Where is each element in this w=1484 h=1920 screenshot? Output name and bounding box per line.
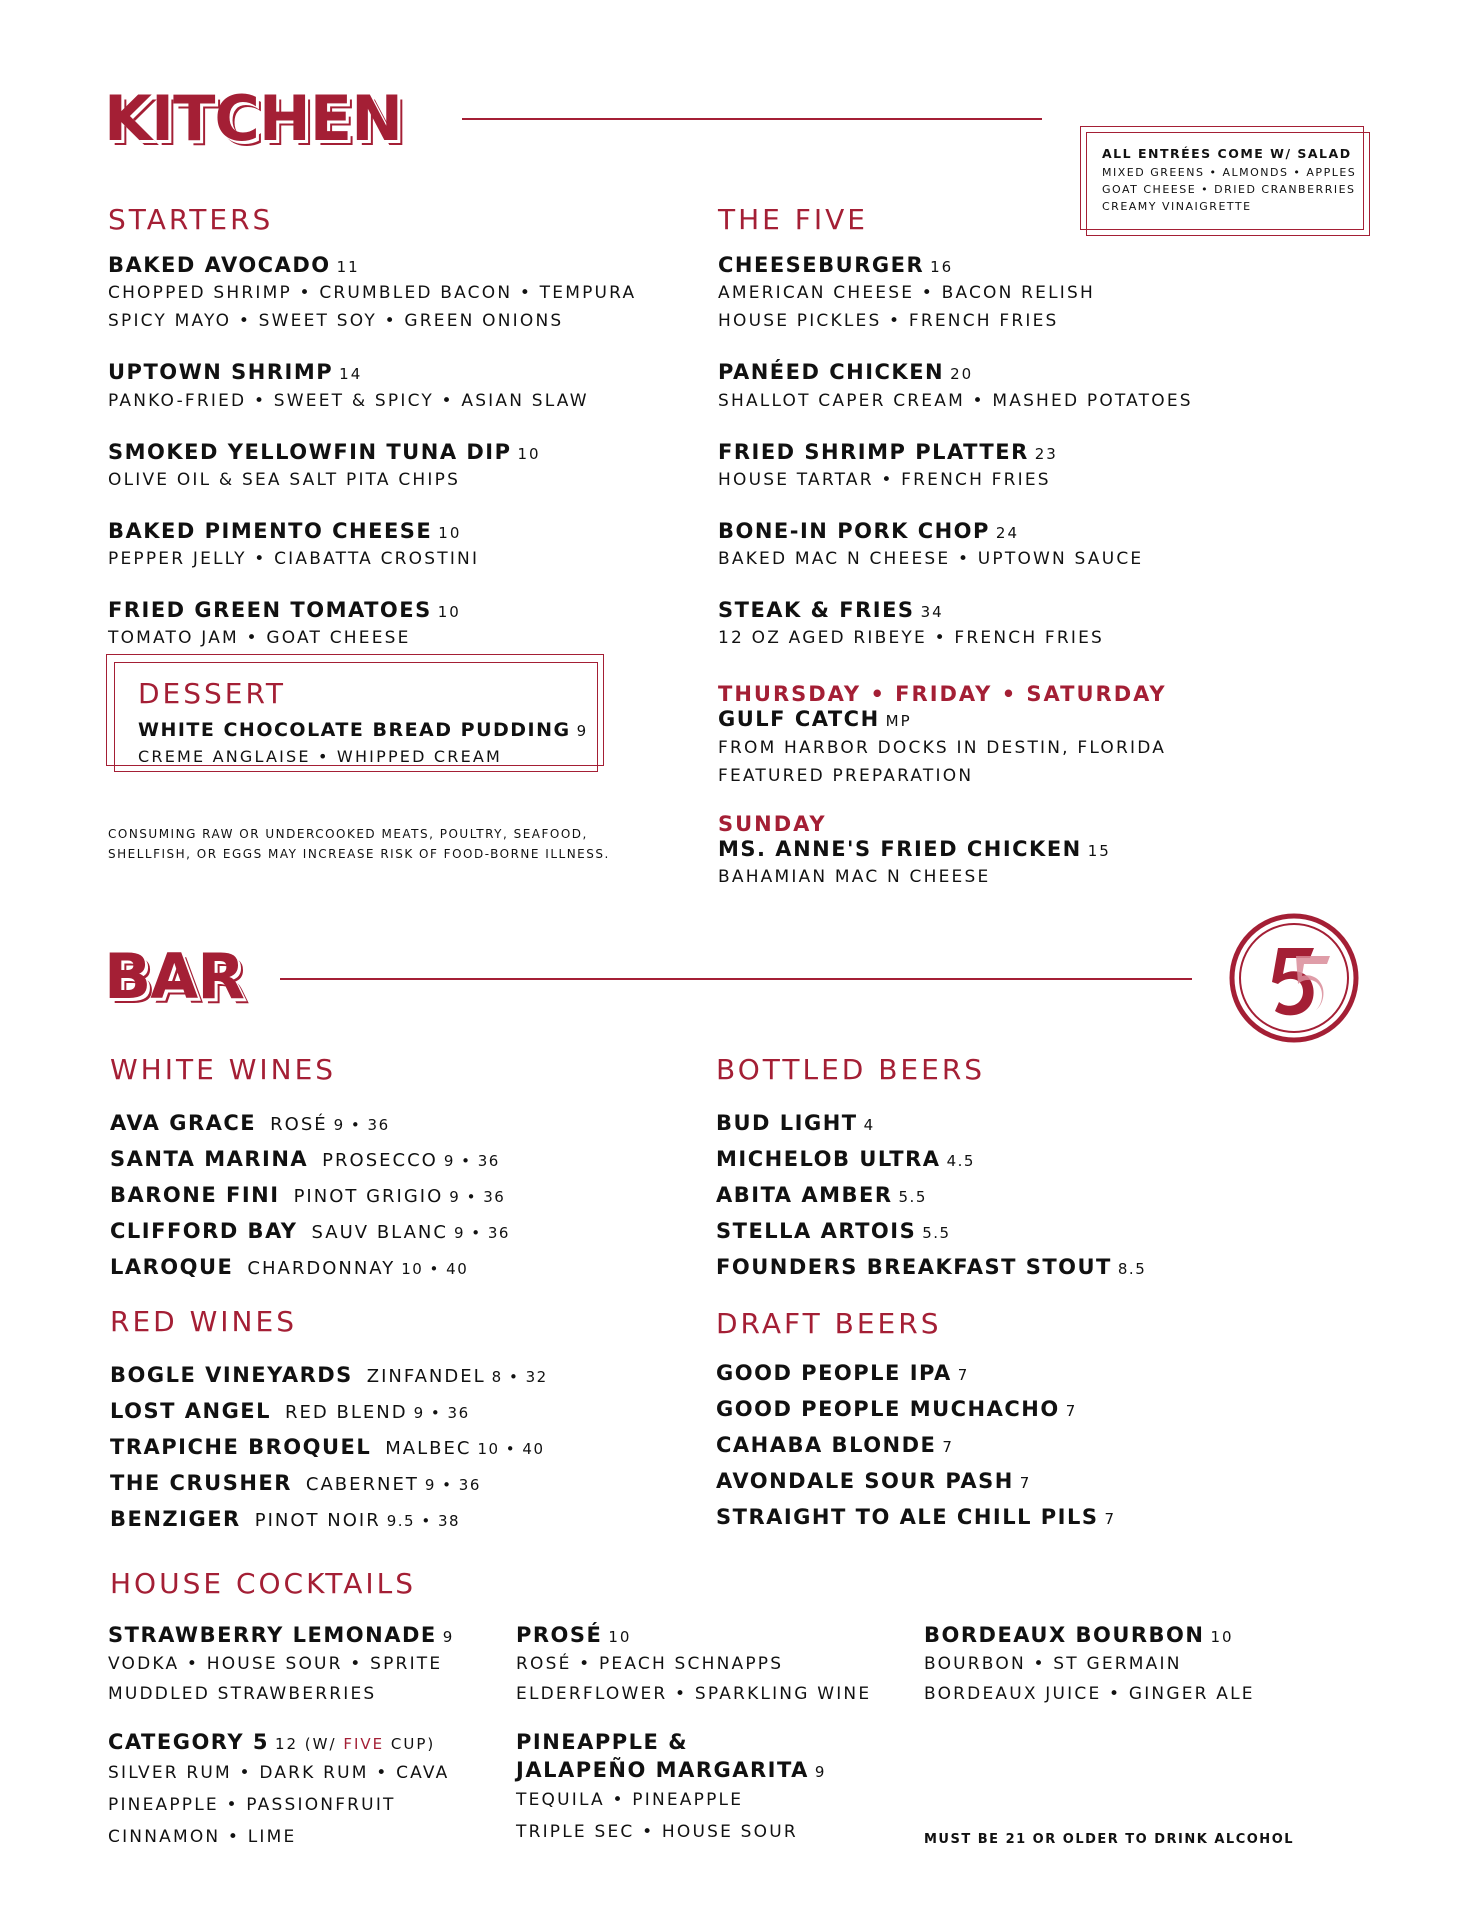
wine-price: 9 • 36 xyxy=(413,1404,470,1422)
item-desc: BORDEAUX JUICE • GINGER ALE xyxy=(924,1684,1255,1705)
starters-heading: STARTERS xyxy=(108,203,274,236)
wine-name: LAROQUE xyxy=(110,1255,234,1279)
draft-beers-section xyxy=(716,1307,1276,1536)
wine-type: PROSECCO xyxy=(322,1150,438,1171)
beer-row xyxy=(716,1428,1276,1464)
item-desc: HOUSE PICKLES • FRENCH FRIES xyxy=(718,311,1059,332)
wine-row xyxy=(110,1106,670,1142)
beer-row xyxy=(716,1178,1276,1214)
wine-name: SANTA MARINA xyxy=(110,1147,309,1171)
cocktail-col-1 xyxy=(108,1622,488,1877)
beer-name: STELLA ARTOIS xyxy=(716,1219,917,1243)
wine-row xyxy=(110,1178,670,1214)
weekend-heading: THURSDAY • FRIDAY • SATURDAY xyxy=(718,682,1167,707)
item-desc: SILVER RUM • DARK RUM • CAVA xyxy=(108,1762,450,1783)
beer-row xyxy=(716,1250,1276,1286)
item-name: FRIED GREEN TOMATOES xyxy=(108,598,432,623)
wine-row xyxy=(110,1466,670,1502)
item-desc: TRIPLE SEC • HOUSE SOUR xyxy=(516,1821,798,1842)
beer-row xyxy=(716,1214,1276,1250)
item-desc: OLIVE OIL & SEA SALT PITA CHIPS xyxy=(108,469,461,490)
item-name: BONE-IN PORK CHOP xyxy=(718,518,990,543)
wine-price: 9.5 • 38 xyxy=(386,1512,461,1530)
item-desc: TOMATO JAM • GOAT CHEESE xyxy=(108,628,411,649)
item-price: 11 xyxy=(336,258,360,276)
beer-name: GOOD PEOPLE MUCHACHO xyxy=(716,1397,1060,1421)
item-price: 10 xyxy=(438,523,462,542)
beer-name: ABITA AMBER xyxy=(716,1183,893,1207)
salad-note-line: MIXED GREENS • ALMONDS • APPLES xyxy=(1102,166,1357,179)
item-name: BAKED PIMENTO CHEESE xyxy=(108,518,433,543)
beer-price: 5.5 xyxy=(898,1188,927,1206)
wine-name: THE CRUSHER xyxy=(110,1471,292,1495)
menu-item xyxy=(718,706,1278,789)
item-price: 16 xyxy=(930,258,954,276)
wine-type: PINOT GRIGIO xyxy=(293,1186,444,1207)
item-price: 9 xyxy=(442,1628,455,1646)
item-desc: 12 OZ AGED RIBEYE • FRENCH FRIES xyxy=(718,628,1105,649)
beer-price: 7 xyxy=(942,1438,954,1456)
item-price: 10 xyxy=(437,603,461,622)
item-desc: FEATURED PREPARATION xyxy=(718,765,974,786)
menu-item xyxy=(718,252,1278,335)
item-desc: VODKA • HOUSE SOUR • SPRITE xyxy=(108,1654,443,1675)
menu-item xyxy=(718,518,1278,573)
item-name: PANÉED CHICKEN xyxy=(718,360,945,385)
cocktail-item xyxy=(516,1729,916,1848)
beer-row xyxy=(716,1356,1276,1392)
item-desc: ROSÉ • PEACH SCHNAPPS xyxy=(516,1654,784,1675)
beer-row xyxy=(716,1142,1276,1178)
item-name: CATEGORY 5 xyxy=(108,1730,269,1755)
cocktail-item xyxy=(516,1622,916,1709)
item-price: 23 xyxy=(1034,444,1058,463)
age-notice: MUST BE 21 OR OLDER TO DRINK ALCOHOL xyxy=(924,1832,1295,1847)
item-desc: BAHAMIAN MAC N CHEESE xyxy=(718,867,991,888)
item-price: MP xyxy=(885,712,912,731)
item-name: UPTOWN SHRIMP xyxy=(108,360,334,385)
menu-item xyxy=(718,836,1278,891)
item-desc: PANKO-FRIED • SWEET & SPICY • ASIAN SLAW xyxy=(108,390,589,411)
item-name: JALAPEÑO MARGARITA xyxy=(516,1757,809,1782)
beer-name: BUD LIGHT xyxy=(716,1111,858,1135)
beer-row xyxy=(716,1464,1276,1500)
wine-type: SAUV BLANC xyxy=(311,1222,448,1243)
cocktail-item xyxy=(108,1622,488,1709)
item-desc: CINNAMON • LIME xyxy=(108,1826,297,1847)
red-wines-heading: RED WINES xyxy=(110,1305,297,1338)
salad-note xyxy=(1102,144,1362,215)
beer-name: STRAIGHT TO ALE CHILL PILS xyxy=(716,1505,1099,1529)
item-name: PROSÉ xyxy=(516,1623,603,1647)
item-desc: CREME ANGLAISE • WHIPPED CREAM xyxy=(138,746,503,766)
price-text: CUP) xyxy=(390,1735,436,1754)
wine-price: 10 • 40 xyxy=(401,1260,469,1278)
salad-note-line: GOAT CHEESE • DRIED CRANBERRIES xyxy=(1102,183,1356,196)
item-name: BORDEAUX BOURBON xyxy=(924,1623,1205,1647)
wine-price: 9 • 36 xyxy=(424,1476,481,1494)
menu-item xyxy=(108,252,668,335)
wine-name: BOGLE VINEYARDS xyxy=(110,1363,353,1387)
item-desc: CHOPPED SHRIMP • CRUMBLED BACON • TEMPURA xyxy=(108,283,637,304)
item-price: 10 xyxy=(517,444,541,463)
beer-name: GOOD PEOPLE IPA xyxy=(716,1361,952,1385)
item-name: PINEAPPLE & xyxy=(516,1730,689,1755)
wine-type: CABERNET xyxy=(305,1474,419,1495)
bar-title: BAR xyxy=(104,940,244,1013)
item-price: 14 xyxy=(339,365,363,384)
item-desc: SHALLOT CAPER CREAM • MASHED POTATOES xyxy=(718,390,1193,411)
bottled-beers-heading: BOTTLED BEERS xyxy=(716,1053,986,1086)
item-desc: MUDDLED STRAWBERRIES xyxy=(108,1684,377,1705)
wine-row xyxy=(110,1394,670,1430)
wine-type: ZINFANDEL xyxy=(366,1366,486,1387)
wine-name: LOST ANGEL xyxy=(110,1399,272,1423)
item-price: 10 xyxy=(1210,1628,1234,1646)
sunday-heading: SUNDAY xyxy=(718,811,827,836)
item-desc: BAKED MAC N CHEESE • UPTOWN SAUCE xyxy=(718,549,1144,570)
wine-type: ROSÉ xyxy=(270,1114,328,1135)
beer-price: 7 xyxy=(957,1366,969,1384)
wine-row xyxy=(110,1502,670,1538)
beer-price: 5.5 xyxy=(922,1224,951,1242)
wine-price: 9 • 36 xyxy=(443,1152,500,1170)
white-wines-section xyxy=(110,1053,670,1286)
wine-row xyxy=(110,1250,670,1286)
wine-price: 9 • 36 xyxy=(333,1116,390,1134)
beer-row xyxy=(716,1106,1276,1142)
item-desc: TEQUILA • PINEAPPLE xyxy=(516,1789,744,1810)
item-name: FRIED SHRIMP PLATTER xyxy=(718,439,1029,464)
item-price: 34 xyxy=(920,603,944,622)
item-price: 9 xyxy=(814,1762,827,1781)
salad-note-title: ALL ENTRÉES COME W/ SALAD xyxy=(1102,146,1352,161)
wine-type: RED BLEND xyxy=(285,1402,408,1423)
kitchen-title: KITCHEN xyxy=(104,82,403,155)
item-desc: ELDERFLOWER • SPARKLING WINE xyxy=(516,1684,872,1705)
wine-price: 10 • 40 xyxy=(477,1440,545,1458)
item-desc: PEPPER JELLY • CIABATTA CROSTINI xyxy=(108,549,480,570)
wine-price: 8 • 32 xyxy=(491,1368,548,1386)
disclaimer-line: CONSUMING RAW OR UNDERCOOKED MEATS, POULTRY, SEAFOOD, xyxy=(108,827,588,841)
wine-price: 9 • 36 xyxy=(449,1188,506,1206)
kitchen-divider xyxy=(462,118,1042,120)
wine-row xyxy=(110,1214,670,1250)
wine-name: CLIFFORD BAY xyxy=(110,1219,298,1243)
beer-row xyxy=(716,1500,1276,1536)
dessert-heading: DESSERT xyxy=(138,677,287,710)
wine-name: TRAPICHE BROQUEL xyxy=(110,1435,372,1459)
item-desc: FROM HARBOR DOCKS IN DESTIN, FLORIDA xyxy=(718,737,1167,758)
cocktail-col-2 xyxy=(516,1622,916,1872)
the-five-section xyxy=(718,203,1278,915)
beer-price: 4 xyxy=(863,1116,875,1134)
wine-price: 9 • 36 xyxy=(453,1224,510,1242)
beer-name: FOUNDERS BREAKFAST STOUT xyxy=(716,1255,1112,1279)
beer-price: 4.5 xyxy=(946,1152,975,1170)
item-name: GULF CATCH xyxy=(718,707,880,732)
cocktail-item xyxy=(924,1622,1324,1709)
item-price: 9 xyxy=(576,722,589,740)
bottled-beers-section xyxy=(716,1053,1276,1286)
item-name: BAKED AVOCADO xyxy=(108,253,331,277)
menu-item xyxy=(108,439,668,494)
wine-type: PINOT NOIR xyxy=(254,1510,381,1531)
cocktail-item xyxy=(108,1729,488,1852)
price-text: 12 (W/ xyxy=(274,1735,337,1754)
beer-price: 8.5 xyxy=(1117,1260,1147,1278)
beer-price: 7 xyxy=(1019,1474,1031,1492)
menu-item xyxy=(108,359,668,414)
wine-name: AVA GRACE xyxy=(110,1111,257,1135)
item-price xyxy=(275,1735,435,1753)
menu-item xyxy=(718,597,1278,652)
beer-name: CAHABA BLONDE xyxy=(716,1433,937,1457)
white-wines-heading: WHITE WINES xyxy=(110,1053,337,1086)
starters-section xyxy=(108,203,668,676)
wine-row xyxy=(110,1142,670,1178)
red-wines-section xyxy=(110,1305,670,1538)
beer-name: AVONDALE SOUR PASH xyxy=(716,1469,1014,1493)
item-name: SMOKED YELLOWFIN TUNA DIP xyxy=(108,439,512,464)
menu-item xyxy=(718,359,1278,414)
menu-item xyxy=(108,597,668,652)
item-desc: HOUSE TARTAR • FRENCH FRIES xyxy=(718,469,1051,490)
item-desc: SPICY MAYO • SWEET SOY • GREEN ONIONS xyxy=(108,311,564,332)
salad-note-line: CREAMY VINAIGRETTE xyxy=(1102,200,1252,213)
item-desc: BOURBON • ST GERMAIN xyxy=(924,1654,1182,1675)
beer-row xyxy=(716,1392,1276,1428)
item-price: 24 xyxy=(995,523,1020,542)
beer-name: MICHELOB ULTRA xyxy=(716,1147,941,1171)
food-disclaimer xyxy=(108,824,668,864)
item-price: 15 xyxy=(1087,841,1111,860)
item-name: WHITE CHOCOLATE BREAD PUDDING xyxy=(138,719,571,741)
wine-row xyxy=(110,1430,670,1466)
item-name: CHEESEBURGER xyxy=(718,253,925,277)
item-name: STEAK & FRIES xyxy=(718,598,915,623)
five-logo xyxy=(1228,912,1360,1044)
menu-item xyxy=(718,439,1278,494)
cocktail-col-3 xyxy=(924,1622,1324,1733)
wine-type: CHARDONNAY xyxy=(247,1258,396,1279)
wine-row xyxy=(110,1358,670,1394)
wine-name: BARONE FINI xyxy=(110,1183,280,1207)
item-desc: AMERICAN CHEESE • BACON RELISH xyxy=(718,283,1095,304)
beer-price: 7 xyxy=(1104,1510,1116,1528)
item-name: MS. ANNE'S FRIED CHICKEN xyxy=(718,836,1082,861)
item-desc: PINEAPPLE • PASSIONFRUIT xyxy=(108,1794,396,1815)
wine-type: MALBEC xyxy=(385,1438,472,1459)
item-name: STRAWBERRY LEMONADE xyxy=(108,1623,437,1647)
wine-name: BENZIGER xyxy=(110,1507,241,1531)
cocktails-heading: HOUSE COCKTAILS xyxy=(110,1567,416,1600)
the-five-heading: THE FIVE xyxy=(718,203,868,236)
five-accent: FIVE xyxy=(343,1735,385,1754)
five-logo-icon xyxy=(1228,912,1360,1044)
menu-item xyxy=(108,518,668,573)
item-price: 10 xyxy=(608,1628,632,1646)
draft-beers-heading: DRAFT BEERS xyxy=(716,1307,942,1340)
disclaimer-line: SHELLFISH, OR EGGS MAY INCREASE RISK OF FOOD-BORNE ILLNESS. xyxy=(108,847,610,861)
item-price: 20 xyxy=(950,365,974,384)
bar-divider xyxy=(280,978,1192,980)
beer-price: 7 xyxy=(1065,1402,1077,1420)
dessert-section xyxy=(138,677,598,771)
